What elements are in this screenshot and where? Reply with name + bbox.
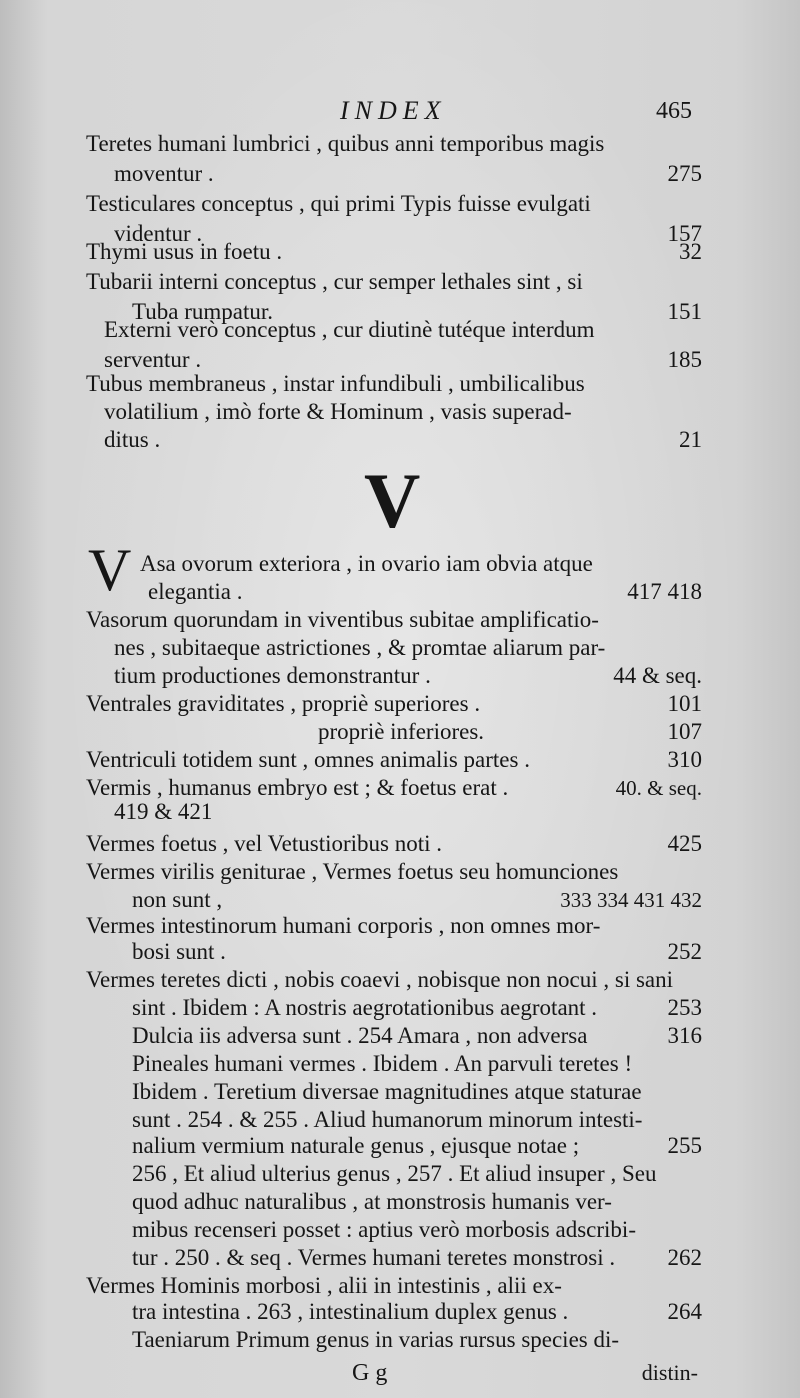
page-reference: 44 & seq. xyxy=(613,663,702,688)
index-line-text: Vermes teretes dicti , nobis coaevi , nobisque non nocui , si sani xyxy=(86,967,674,992)
index-line-text: Taeniarum Primum genus in varias rursus species di- xyxy=(132,1327,620,1352)
index-line-text: Teretes humani lumbrici , quibus anni temporibus magis xyxy=(86,131,605,156)
page-reference: 40. & seq. xyxy=(615,776,702,800)
index-line-text: 256 , Et aliud ulterius genus , 257 . Et aliud insuper , Seu xyxy=(132,1161,657,1186)
page-reference: 262 xyxy=(667,1245,702,1270)
index-line xyxy=(0,266,800,298)
index-line xyxy=(0,424,800,456)
index-line-text: nalium vermium naturale genus , ejusque notae ; xyxy=(132,1133,580,1158)
index-line-text: Tubarii interni conceptus , cur semper lethales sint , si xyxy=(86,269,583,294)
page-reference: 252 xyxy=(667,939,702,964)
index-line-text: Vasorum quorundam in viventibus subitae amplificatio- xyxy=(86,607,599,632)
index-line-text: moventur . xyxy=(114,161,214,186)
index-line xyxy=(0,796,800,828)
index-line-text: sint . Ibidem : A nostris aegrotationibus aegrotant . xyxy=(132,995,598,1020)
index-line-text: non sunt , xyxy=(132,887,223,912)
page-reference: 275 xyxy=(667,161,702,186)
printer-signature: G g xyxy=(352,1360,388,1386)
page-reference: 101 xyxy=(667,691,702,716)
page-reference: 425 xyxy=(667,831,702,856)
index-line-text: Vermes Hominis morbosi , alii in intestinis , alii ex- xyxy=(86,1273,562,1298)
index-line xyxy=(0,236,800,268)
page-reference: 264 xyxy=(667,1299,702,1324)
page-reference: 310 xyxy=(667,747,702,772)
index-line-text: Vermis , humanus embryo est ; & foetus erat . xyxy=(86,775,509,800)
page-reference: 107 xyxy=(667,719,702,744)
index-line-text: tur . 250 . & seq . Vermes humani teretes monstrosi . xyxy=(132,1245,616,1270)
index-line-text: Thymi usus in foetu . xyxy=(86,239,283,264)
index-line-text: Tubus membraneus , instar infundibuli , umbilicalibus xyxy=(86,371,585,396)
drop-cap: V xyxy=(88,537,132,603)
index-line-text: tium productiones demonstrantur . xyxy=(114,663,431,688)
catchword: distin- xyxy=(641,1360,698,1385)
index-line-text: Vermes foetus , vel Vetustioribus noti . xyxy=(86,831,443,856)
index-line-text: serventur . xyxy=(104,347,202,372)
index-line-text: tra intestina . 263 , intestinalium duplex genus . xyxy=(132,1299,569,1324)
page-reference: 185 xyxy=(667,347,702,372)
page-reference: 32 xyxy=(679,239,702,264)
index-line-text: Pineales humani vermes . Ibidem . An parvuli teretes ! xyxy=(132,1051,633,1076)
section-letter: V xyxy=(364,457,421,544)
index-line-text: Testiculares conceptus , qui primi Typis fuisse evulgati xyxy=(86,191,591,216)
index-line xyxy=(0,1324,800,1356)
page-reference: 151 xyxy=(667,299,702,324)
index-line-text: elegantia . xyxy=(148,579,243,604)
index-line-text: quod adhuc naturalibus , at monstrosis humanis ver- xyxy=(132,1189,612,1214)
index-line-text: Asa ovorum exteriora , in ovario iam obvia atque xyxy=(140,551,593,576)
index-line-text: bosi sunt . xyxy=(132,939,226,964)
index-line-text: Ventriculi totidem sunt , omnes animalis partes . xyxy=(86,747,530,772)
index-line-text: Ibidem . Teretium diversae magnitudines atque staturae xyxy=(132,1079,642,1104)
index-line xyxy=(0,188,800,220)
index-line-text: mibus recenseri posset : aptius verò morbosis adscribi- xyxy=(132,1217,636,1242)
page-reference: 333 334 431 432 xyxy=(560,888,702,912)
index-line-text: Tuba rumpatur. xyxy=(132,299,273,324)
page-reference: 255 xyxy=(667,1133,702,1158)
index-line xyxy=(0,158,800,190)
page-number: 465 xyxy=(656,98,692,124)
index-line-text: Vermes intestinorum humani corporis , non omnes mor- xyxy=(86,913,601,938)
index-line-text: sunt . 254 . & 255 . Aliud humanorum minorum intesti- xyxy=(132,1107,643,1132)
page-reference: 157 xyxy=(667,221,702,246)
page-reference: 417 418 xyxy=(627,579,702,604)
running-title: INDEX xyxy=(340,96,447,125)
index-line-text: volatilium , imò forte & Hominum , vasis superad- xyxy=(104,399,572,424)
page-reference: 21 xyxy=(679,427,702,452)
index-line-text: Dulcia iis adversa sunt . 254 Amara , non adversa xyxy=(132,1023,588,1048)
page-reference: 253 xyxy=(667,995,702,1020)
page-header xyxy=(0,96,800,132)
index-line xyxy=(0,314,800,346)
index-line-text: ditus . xyxy=(104,427,161,452)
index-line-text: Externi verò conceptus , cur diutinè tutéque interdum xyxy=(104,317,595,342)
index-line-text: Vermes virilis geniturae , Vermes foetus seu homunciones xyxy=(86,859,619,884)
index-line xyxy=(0,128,800,160)
index-line-text: Ventrales graviditates , propriè superiores . xyxy=(86,691,481,716)
index-line-text: nes , subitaeque astrictiones , & promtae aliarum par- xyxy=(114,635,606,660)
index-line-text: 419 & 421 xyxy=(114,799,213,824)
index-line-text: videntur . xyxy=(114,221,203,246)
index-line-text: propriè inferiores. xyxy=(318,719,485,744)
page-reference: 316 xyxy=(667,1023,702,1048)
